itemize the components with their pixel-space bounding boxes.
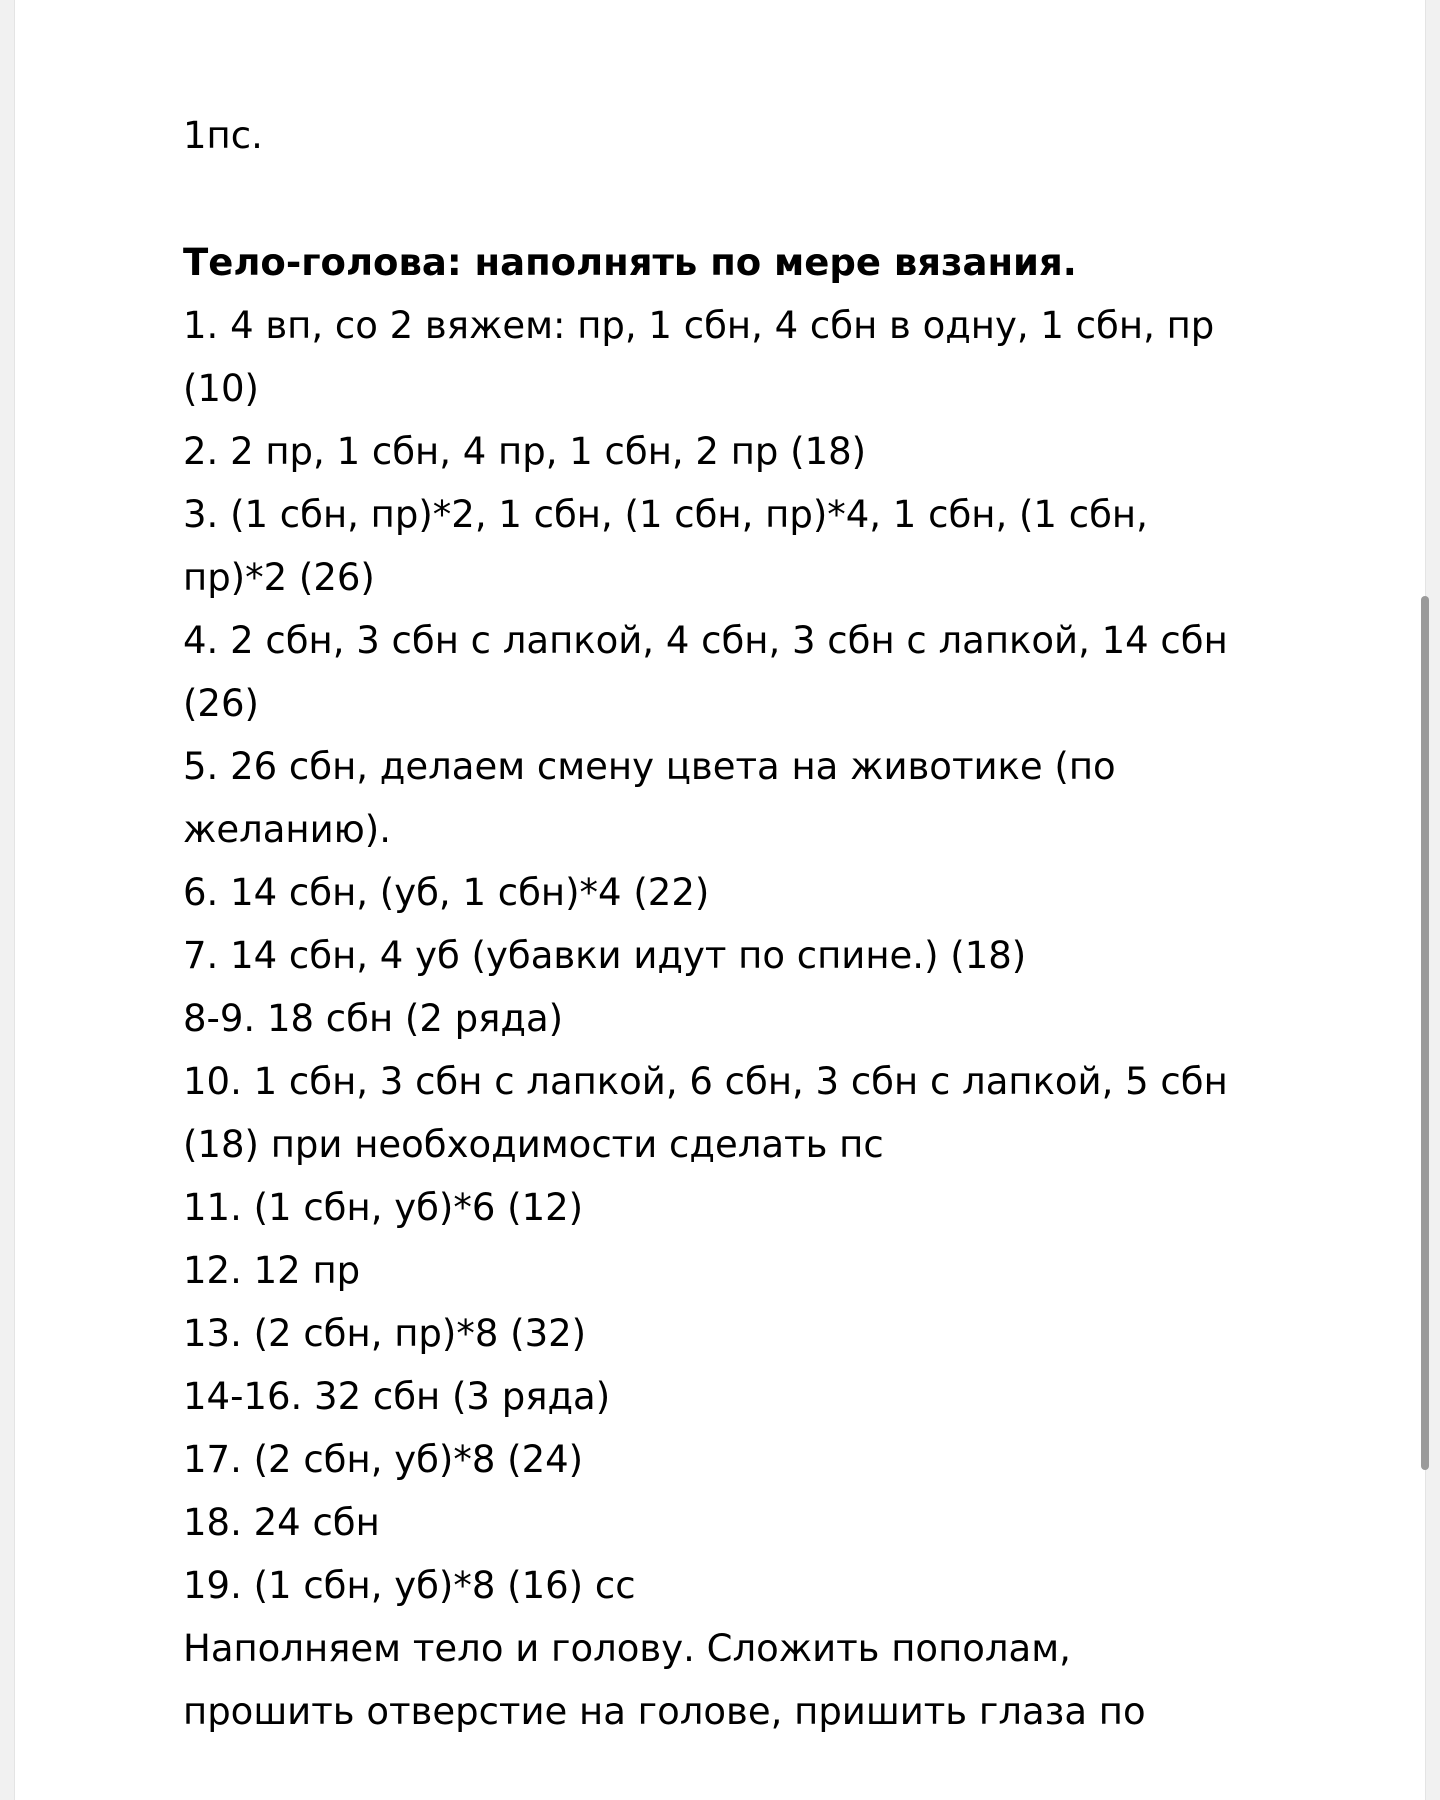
text-line: прошить отверстие на голове, пришить глаза по xyxy=(183,1690,1146,1733)
text-line: желанию). xyxy=(183,808,391,851)
text-line: 6. 14 сбн, (уб, 1 сбн)*4 (22) xyxy=(183,871,710,914)
text-line: пр)*2 (26) xyxy=(183,556,375,599)
text-line: 8-9. 18 сбн (2 ряда) xyxy=(183,997,564,1040)
document-content xyxy=(183,104,1303,1743)
text-line: (26) xyxy=(183,682,259,725)
text-line: 13. (2 сбн, пр)*8 (32) xyxy=(183,1312,587,1355)
text-line: 2. 2 пр, 1 сбн, 4 пр, 1 сбн, 2 пр (18) xyxy=(183,430,867,473)
text-line: 14-16. 32 сбн (3 ряда) xyxy=(183,1375,611,1418)
section-heading: Тело-голова: наполнять по мере вязания. xyxy=(183,241,1077,284)
scrollbar-thumb[interactable] xyxy=(1421,596,1429,1470)
text-line: (18) при необходимости сделать пс xyxy=(183,1123,884,1166)
text-line: 10. 1 сбн, 3 сбн с лапкой, 6 сбн, 3 сбн с лапкой, 5 сбн xyxy=(183,1060,1228,1103)
text-line: (10) xyxy=(183,367,259,410)
prefix-text: 1пс. xyxy=(183,114,263,157)
text-line: 1. 4 вп, со 2 вяжем: пр, 1 сбн, 4 сбн в одну, 1 сбн, пр xyxy=(183,304,1215,347)
document-page xyxy=(14,0,1426,1800)
text-line: 18. 24 сбн xyxy=(183,1501,380,1544)
text-line: Наполняем тело и голову. Сложить пополам, xyxy=(183,1627,1071,1670)
text-line: 17. (2 сбн, уб)*8 (24) xyxy=(183,1438,584,1481)
text-line: 12. 12 пр xyxy=(183,1249,361,1292)
text-line: 4. 2 сбн, 3 сбн с лапкой, 4 сбн, 3 сбн с лапкой, 14 сбн xyxy=(183,619,1228,662)
text-line: 3. (1 сбн, пр)*2, 1 сбн, (1 сбн, пр)*4, 1 сбн, (1 сбн, xyxy=(183,493,1148,536)
text-line: 5. 26 сбн, делаем смену цвета на животике (по xyxy=(183,745,1116,788)
text-line: 19. (1 сбн, уб)*8 (16) сс xyxy=(183,1564,636,1607)
text-line: 7. 14 сбн, 4 уб (убавки идут по спине.) (18) xyxy=(183,934,1027,977)
text-line: 11. (1 сбн, уб)*6 (12) xyxy=(183,1186,584,1229)
